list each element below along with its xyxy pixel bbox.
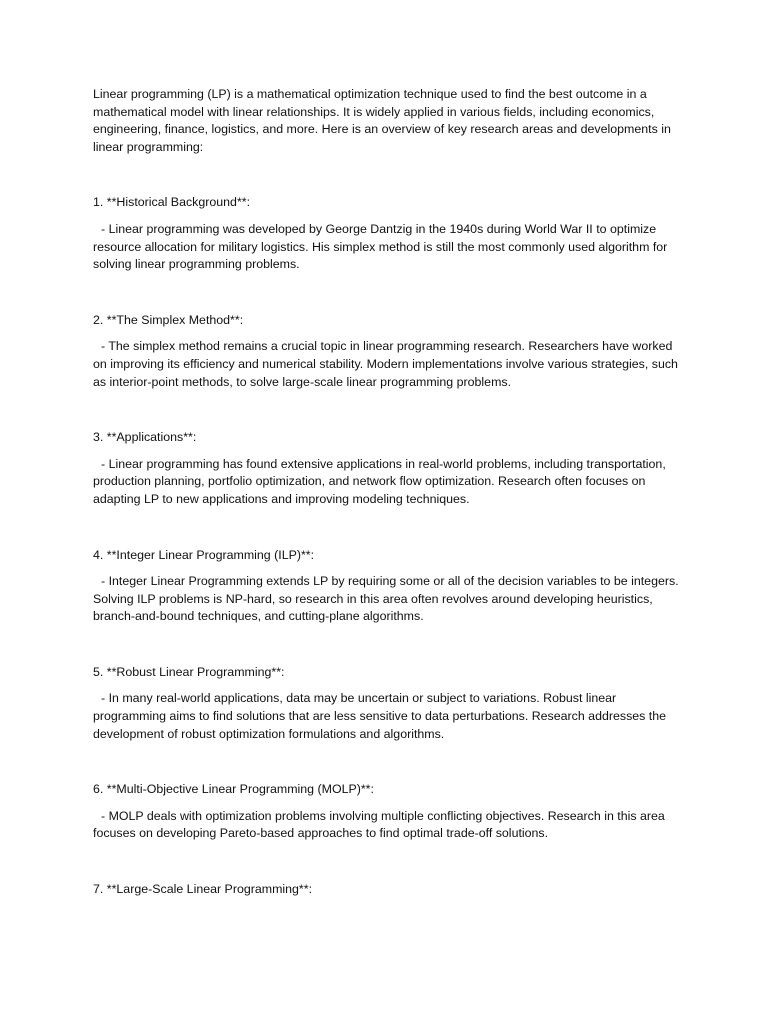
section-body: - MOLP deals with optimization problems involving multiple conflicting objectives. Research in this area focuses on developing Pareto-based approaches to find optimal trade-off solutions. <box>93 808 665 841</box>
section-heading: 5. **Robust Linear Programming**: <box>93 664 285 679</box>
section-body: - Linear programming has found extensive applications in real-world problems, including transportation, production planning, portfolio optimization, and network flow optimization. Research often focuses on adapting LP to new applications and improving modeling techniques. <box>93 456 666 506</box>
section-integer-linear-programming <box>93 547 683 626</box>
section-heading: 6. **Multi-Objective Linear Programming (MOLP)**: <box>93 782 374 797</box>
section-body: - Integer Linear Programming extends LP by requiring some or all of the decision variables to be integers. Solving ILP problems is NP-hard, so research in this area often revolves around developing heuristics, branch-and-bound techniques, and cutting-plane algorithms. <box>93 574 679 624</box>
section-heading: 3. **Applications**: <box>93 430 197 445</box>
document-page <box>93 86 683 908</box>
section-heading: 1. **Historical Background**: <box>93 195 251 210</box>
intro-paragraph: Linear programming (LP) is a mathematical optimization technique used to find the best outcome in a mathematical model with linear relationships. It is widely applied in various fields, including economics, engineering, finance, logistics, and more. Here is an overview of key research areas and developments in linear programming: <box>93 87 671 154</box>
section-large-scale-linear-programming <box>93 881 683 899</box>
section-body: - Linear programming was developed by George Dantzig in the 1940s during World War II to optimize resource allocation for military logistics. His simplex method is still the most commonly used algorithm for solving linear programming problems. <box>93 221 668 272</box>
section-multi-objective-linear-programming <box>93 781 683 843</box>
section-historical-background <box>93 194 683 273</box>
section-simplex-method <box>93 312 683 391</box>
section-applications <box>93 429 683 508</box>
section-body: - The simplex method remains a crucial topic in linear programming research. Researchers have worked on improving its efficiency and numerical stability. Modern implementations involve various strategies, such as interior-point methods, to solve large-scale linear programming problems. <box>93 339 678 389</box>
section-heading: 2. **The Simplex Method**: <box>93 312 244 327</box>
section-heading: 4. **Integer Linear Programming (ILP)**: <box>93 547 315 562</box>
section-body: - In many real-world applications, data may be uncertain or subject to variations. Robust linear programming aims to find solutions that are less sensitive to data perturbations. Research addresses the development of robust optimization formulations and algorithms. <box>93 691 667 741</box>
section-robust-linear-programming <box>93 664 683 743</box>
section-heading: 7. **Large-Scale Linear Programming**: <box>93 882 313 897</box>
